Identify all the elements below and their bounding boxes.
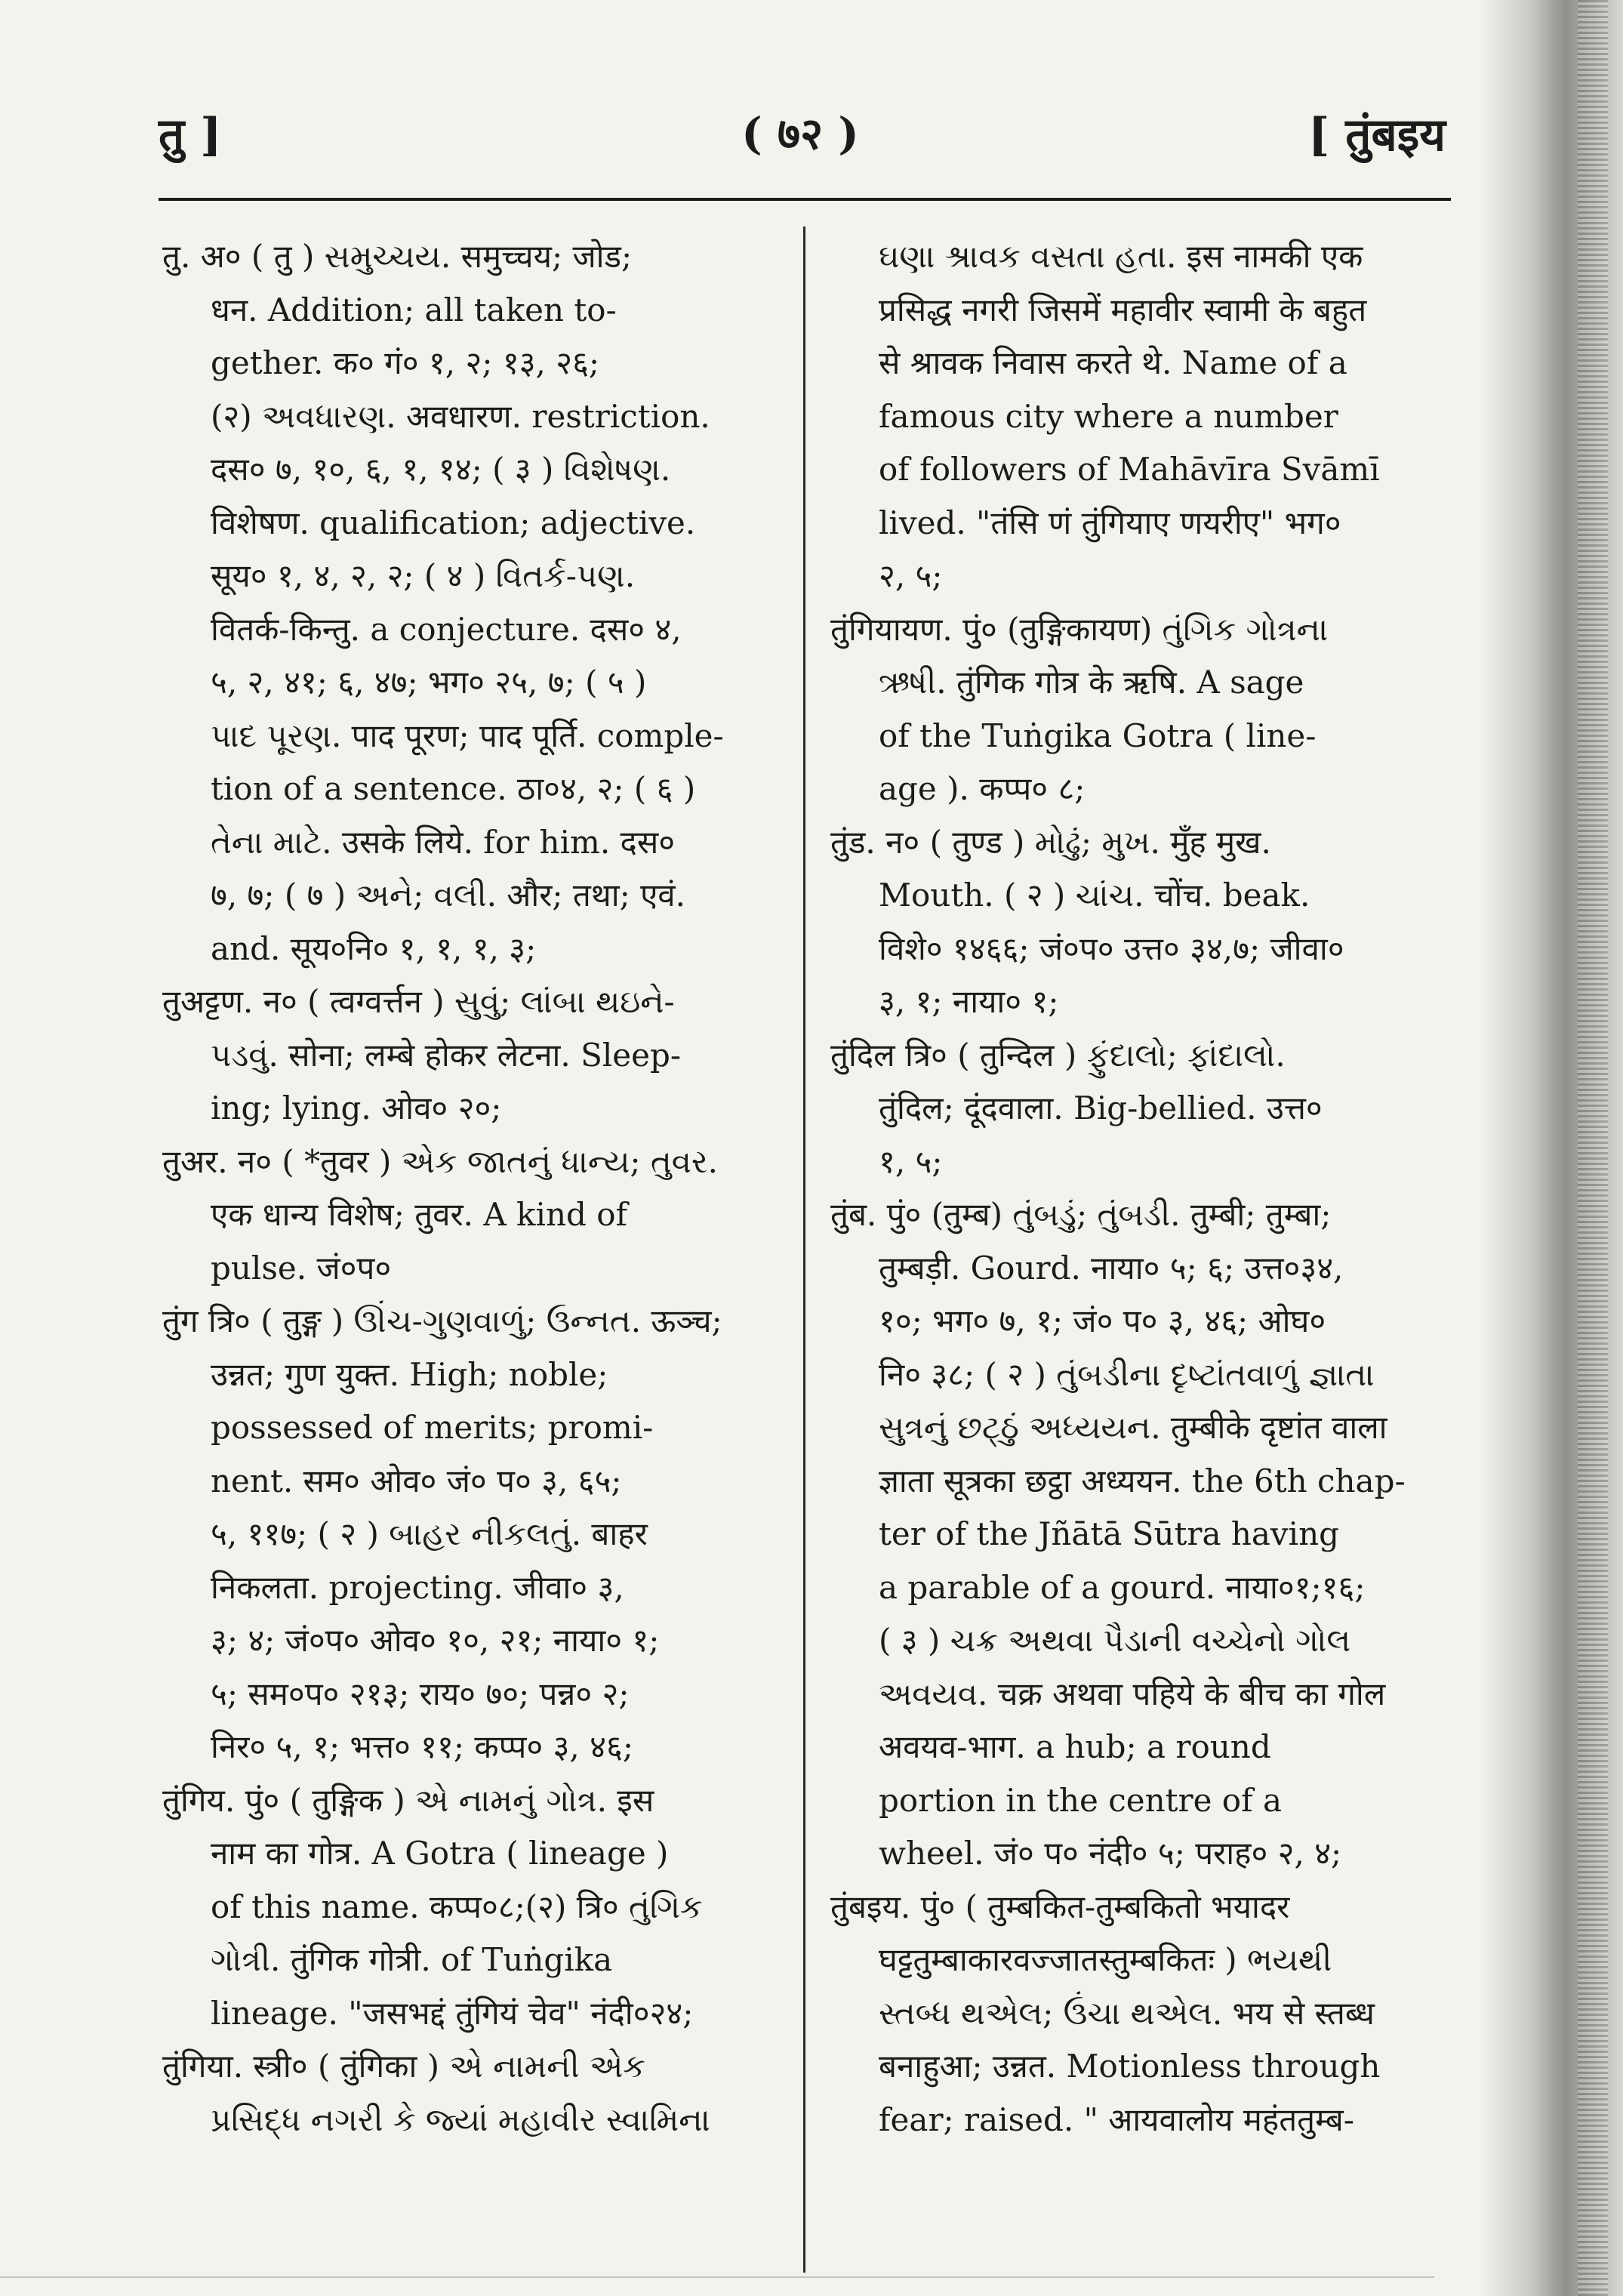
entry-line: १, ५;	[879, 1142, 943, 1180]
entry-line: Mouth. ( २ ) ચાંચ. चोंच. beak.	[879, 877, 1310, 914]
entry-line: दस० ७, १०, ६, १, १४; ( ३ ) વિશેષણ.	[211, 451, 671, 488]
entry-line: बनाहुआ; उन्नत. Motionless through	[879, 2048, 1381, 2085]
page-edge-shadow	[1480, 0, 1623, 2296]
entry-line: तुंदिल; दूंदवाला. Big-bellied. उत्त०	[879, 1089, 1323, 1126]
entry-line: ७, ७; ( ७ ) અને; વલી. और; तथा; एवं.	[211, 877, 686, 914]
entry-line: lineage. "जसभद्दं तुंगियं चेव" नंदी०२४;	[211, 1994, 694, 2032]
entry-line: famous city where a number	[879, 397, 1338, 435]
entry-line: પડવું. सोना; लम्बे होकर लेटना. Sleep-	[211, 1036, 682, 1074]
entry-line: एक धान्य विशेष; तुवर. A kind of	[211, 1196, 628, 1233]
entry-line: pulse. जं०प०	[211, 1249, 392, 1287]
entry-line: तुअट्टण. न० ( त्वग्वर्त्तन ) સુવું; લાંબા થઇને-	[162, 983, 675, 1020]
header-right-guide-word: [ तुंबइय	[1308, 109, 1446, 162]
entry-line: नि० ३८; ( २ ) તુંબડીના દૃષ્ટાંતવાળું જ્ઞાતા	[879, 1355, 1375, 1393]
entry-line: સ્તબ્ધ થએલ; ઉંચા થએલ. भय से स्तब्ध	[879, 1994, 1375, 2032]
entry-line: ગોત્રી. तुंगिक गोत्री. of Tuṅgika	[211, 1941, 613, 1978]
entry-line: of followers of Mahāvīra Svāmī	[879, 451, 1380, 488]
entry-line: nent. सम० ओव० जं० प० ३, ६५;	[211, 1462, 622, 1499]
entry-line: ing; lying. ओव० २०;	[211, 1089, 502, 1126]
entry-line: possessed of merits; promi-	[211, 1409, 654, 1446]
entry-line: પાદ પૂરણ. पाद पूरण; पाद पूर्ति. comple-	[211, 717, 724, 754]
entry-line: विशे० १४६६; जं०प० उत्त० ३४,७; जीवा०	[879, 929, 1344, 967]
entry-line: घट्टतुम्बाकारवज्जातस्तुम्बकितः ) ભયથી	[879, 1941, 1332, 1978]
entry-line: of this name. कप्प०८;(२) त्रि० તુંગિક	[211, 1888, 703, 1925]
entry-line: ( ३ ) ચક્ર અથવા પૈડાની વચ્ચેનો ગોલ	[879, 1622, 1351, 1659]
page-number: ( ७२ )	[741, 108, 859, 159]
entry-line: અવયવ. चक्र अथवा पहिये के बीच का गोल	[879, 1675, 1386, 1712]
entry-line: age ). कप्प० ८;	[879, 770, 1086, 807]
entry-line: ઘણા શ્રાવક વસતા હતા. इस नामकी एक	[879, 238, 1363, 275]
entry-line: धन. Addition; all taken to-	[211, 291, 617, 328]
column-divider	[803, 227, 805, 2273]
entry-line: (२) અવધારણ. अवधारण. restriction.	[211, 397, 710, 435]
entry-line: नाम का गोत्र. A Gotra ( lineage )	[211, 1835, 669, 1872]
entry-line: प्रसिद्ध नगरी जिसमें महावीर स्वामी के बहुत	[879, 291, 1367, 328]
entry-line: ज्ञाता सूत्रका छट्ठा अध्ययन. the 6th chap-	[879, 1462, 1406, 1499]
entry-line: gether. क० गं० १, २; १३, २६;	[211, 344, 600, 381]
entry-line: a parable of a gourd. नाया०१;१६;	[879, 1568, 1366, 1606]
entry-line: तुंगियायण. पुं० (तुङ्गिकायण) તુંગિક ગોત્રના	[830, 610, 1329, 648]
entry-line: वितर्क-किन्तु. a conjecture. दस० ४,	[211, 610, 682, 648]
entry-line: तुम्बड़ी. Gourd. नाया० ५; ६; उत्त०३४,	[879, 1249, 1344, 1287]
entry-line: तुंग त्रि० ( तुङ्ग ) ઊંચ-ગુણવાળું; ઉન્નત. ऊञ्च;	[162, 1302, 722, 1339]
entry-line: तुअर. न० ( *तुवर ) એક જાતનું ધાન્ય; તુવર.	[162, 1142, 718, 1180]
bottom-scan-line	[0, 2276, 1434, 2278]
entry-line: ३, १; नाया० १;	[879, 983, 1059, 1020]
entry-line: उन्नत; गुण युक्त. High; noble;	[211, 1355, 608, 1393]
entry-line: अवयव-भाग. a hub; a round	[879, 1728, 1271, 1765]
entry-line: and. सूय०नि० १, १, १, ३;	[211, 929, 537, 967]
entry-line: तुंड. न० ( तुण्ड ) મોઢું; મુખ. मुँह मुख.	[830, 823, 1271, 861]
entry-line: તેના માટે. उसके लिये. for him. दस०	[211, 823, 676, 861]
entry-line: પ્રસિદ્ધ નગરી કે જ્યાં મહાવીર સ્વામિના	[211, 2100, 710, 2138]
entry-line: १०; भग० ७, १; जं० प० ३, ४६; ओघ०	[879, 1302, 1326, 1339]
entry-line: wheel. जं० प० नंदी० ५; पराह० २, ४;	[879, 1835, 1342, 1872]
entry-line: ५; सम०प० २१३; राय० ७०; पन्न० २;	[211, 1675, 630, 1712]
entry-line: तुंदिल त्रि० ( तुन्दिल ) ફુંદાલો; ફાંદાલો.	[830, 1036, 1286, 1074]
page-header	[159, 102, 1446, 170]
entry-line: तु. अ० ( तु ) સમુચ્ચય. समुच्चय; जोड;	[162, 238, 633, 275]
entry-line: निर० ५, १; भत्त० ११; कप्प० ३, ४६;	[211, 1728, 633, 1765]
entry-line: ter of the Jñātā Sūtra having	[879, 1515, 1340, 1552]
entry-line: ५, ११७; ( २ ) બાહર નીકલતું. बाहर	[211, 1515, 648, 1552]
entry-line: ३; ४; जं०प० ओव० १०, २१; नाया० १;	[211, 1622, 660, 1659]
entry-line: विशेषण. qualification; adjective.	[211, 504, 696, 541]
entry-line: से श्रावक निवास करते थे. Name of a	[879, 344, 1347, 381]
entry-line: सूय० १, ४, २, २; ( ४ ) વિતર્ક-પણ.	[211, 557, 636, 594]
entry-line: निकलता. projecting. जीवा० ३,	[211, 1568, 624, 1606]
entry-line: of the Tuṅgika Gotra ( line-	[879, 717, 1317, 754]
entry-line: तुंगिया. स्त्री० ( तुंगिका ) એ નામની એક	[162, 2048, 645, 2085]
entry-line: तुंगिय. पुं० ( तुङ्गिक ) એ નામનું ગોત્ર. इस	[162, 1781, 654, 1819]
left-column	[162, 230, 781, 2147]
right-column	[830, 230, 1449, 2147]
entry-line: ઋષી. तुंगिक गोत्र के ऋषि. A sage	[879, 664, 1304, 701]
entry-line: ५, २, ४१; ६, ४७; भग० २५, ७; ( ५ )	[211, 664, 647, 701]
entry-line: tion of a sentence. ठा०४, २; ( ६ )	[211, 770, 696, 807]
entry-line: तुंबइय. पुं० ( तुम्बकित-तुम्बकितो भयादर	[830, 1888, 1290, 1925]
entry-line: २, ५;	[879, 557, 943, 594]
entry-line: lived. "तंसि णं तुंगियाए णयरीए" भग०	[879, 504, 1341, 541]
entry-line: तुंब. पुं० (तुम्ब) તુંબડું; તુંબડી. तुम्बी; तुम्बा;	[830, 1196, 1332, 1233]
entry-line: સુત્રનું છટ્ઠું અધ્યયન. तुम्बीके दृष्टांत वाला	[879, 1409, 1387, 1446]
entry-line: portion in the centre of a	[879, 1781, 1283, 1819]
header-left-guide-word: तु ]	[159, 109, 222, 162]
entry-line: fear; raised. " आयवालोय महंततुम्ब-	[879, 2100, 1354, 2138]
header-rule	[159, 198, 1451, 201]
